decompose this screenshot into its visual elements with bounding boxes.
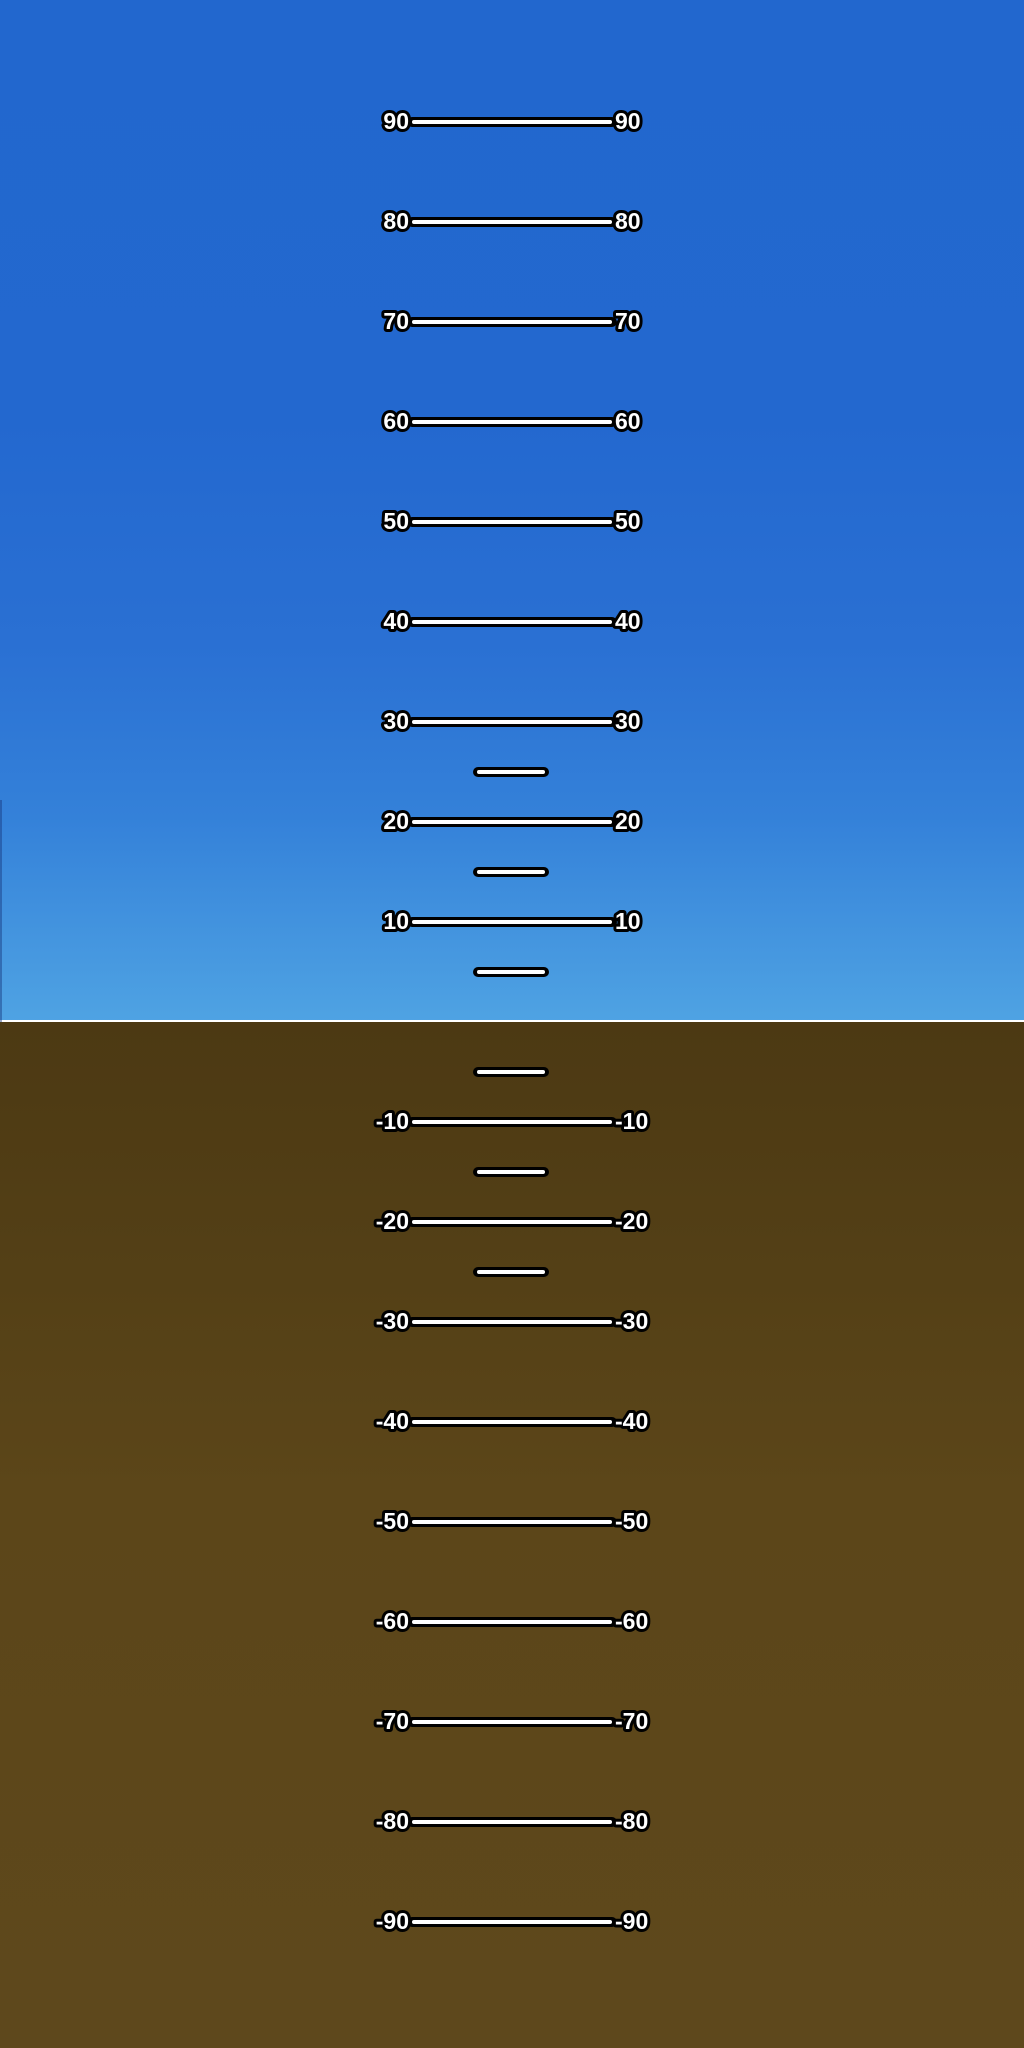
pitch-line--10	[376, 1108, 649, 1134]
pitch-label--70-left: -70	[375, 1708, 409, 1734]
pitch-label-40-left: 40	[383, 608, 409, 634]
pitch-line-80	[383, 208, 640, 234]
pitch-label-60-right: 60	[615, 408, 641, 434]
pitch-label--90-right: -90	[615, 1908, 649, 1934]
pitch-label-90-right: 90	[615, 108, 641, 134]
pitch-label-20-left: 20	[383, 808, 409, 834]
pitch-label-20-right: 20	[615, 808, 641, 834]
pitch-label-10-left: 10	[383, 908, 409, 934]
pitch-label--80-left: -80	[375, 1808, 409, 1834]
pitch-label-10-right: 10	[615, 908, 641, 934]
pitch-line-30	[383, 708, 640, 734]
pitch-label-80-left: 80	[383, 208, 409, 234]
pitch-label--40-right: -40	[615, 1408, 649, 1434]
pitch-label--50-right: -50	[615, 1508, 649, 1534]
pitch-line--30	[376, 1308, 649, 1334]
pitch-line--20	[376, 1208, 649, 1234]
pitch-label--60-right: -60	[615, 1608, 649, 1634]
pitch-label-90-left: 90	[383, 108, 409, 134]
pitch-line--90	[376, 1908, 649, 1934]
pitch-label--20-right: -20	[615, 1208, 649, 1234]
pitch-label-40-right: 40	[615, 608, 641, 634]
pitch-label-30-left: 30	[383, 708, 409, 734]
pitch-line-90	[383, 108, 640, 134]
pitch-label-50-left: 50	[383, 508, 409, 534]
pitch-label-70-right: 70	[615, 308, 641, 334]
pitch-line--50	[376, 1508, 649, 1534]
pitch-label--80-right: -80	[615, 1808, 649, 1834]
pitch-line-40	[383, 608, 640, 634]
pitch-label--60-left: -60	[375, 1608, 409, 1634]
pitch-label-60-left: 60	[383, 408, 409, 434]
pitch-line--70	[376, 1708, 649, 1734]
pitch-label--20-left: -20	[375, 1208, 409, 1234]
pitch-label-30-right: 30	[615, 708, 641, 734]
pitch-label-80-right: 80	[615, 208, 641, 234]
pitch-label--30-left: -30	[375, 1308, 409, 1334]
pitch-label-50-right: 50	[615, 508, 641, 534]
pitch-label--40-left: -40	[375, 1408, 409, 1434]
pitch-line-50	[383, 508, 640, 534]
pitch-label--30-right: -30	[615, 1308, 649, 1334]
pitch-line--40	[376, 1408, 649, 1434]
pitch-line--60	[376, 1608, 649, 1634]
pitch-line-70	[383, 308, 640, 334]
pitch-label-70-left: 70	[383, 308, 409, 334]
pitch-label--90-left: -90	[375, 1908, 409, 1934]
pitch-line-10	[383, 908, 640, 934]
pitch-label--70-right: -70	[615, 1708, 649, 1734]
pitch-label--50-left: -50	[375, 1508, 409, 1534]
pitch-line--80	[376, 1808, 649, 1834]
pitch-label--10-right: -10	[615, 1108, 649, 1134]
pitch-line-20	[383, 808, 640, 834]
pitch-line-60	[383, 408, 640, 434]
pitch-label--10-left: -10	[375, 1108, 409, 1134]
